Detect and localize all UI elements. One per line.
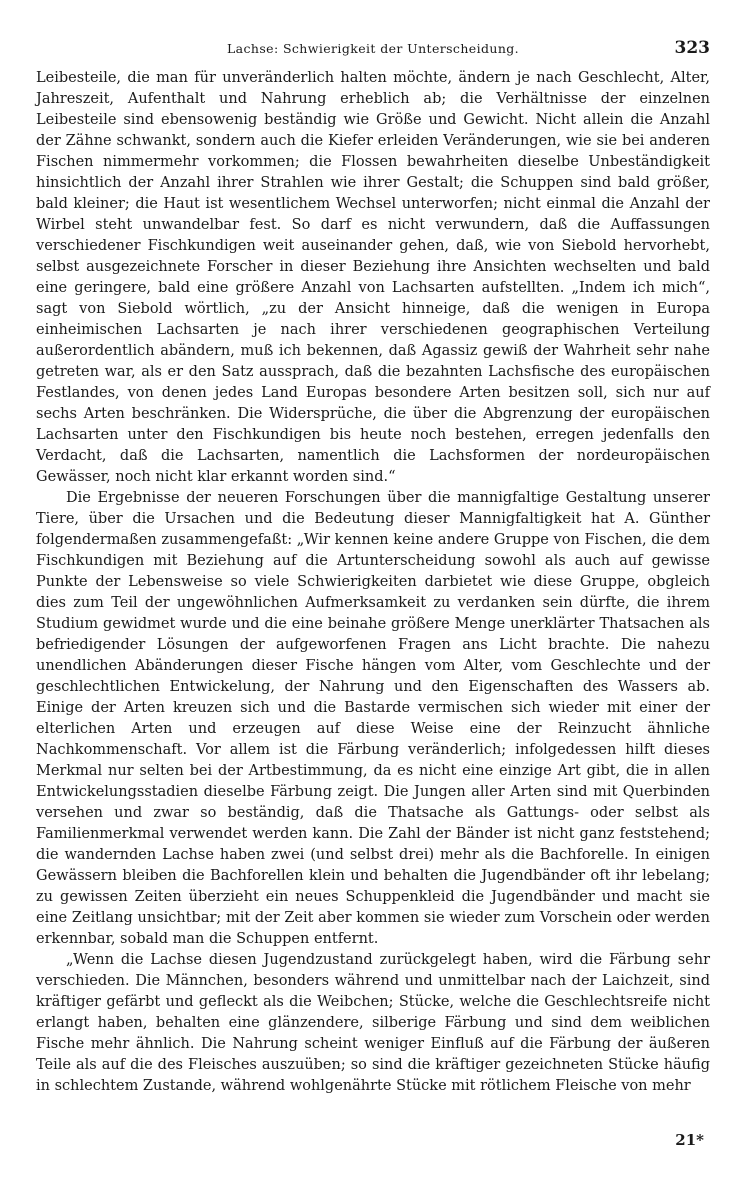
body-text xyxy=(36,68,710,1097)
paragraph-2: Die Ergebnisse der neueren Forschungen über die mannigfaltige Gestaltung unserer Tiere, über die Ursachen und die Bedeutung dieser Mannigfaltigkeit hat A. Günther folgendermaßen zusammengefaßt: „Wir kennen keine andere Gruppe von Fischen, die dem Fischkundigen mit Beziehung auf die Artunterscheidung sowohl als auch auf gewisse Punkte der Lebensweise so viele Schwierigkeiten darbietet wie diese Gruppe, obgleich dies zum Teil der ungewöhnlichen Aufmerksamkeit zu verdanken sein dürfte, die ihrem Studium gewidmet wurde und die eine beinahe größere Menge unerklärter Thatsachen als befriedigender Lösungen der aufgeworfenen Fragen ans Licht brachte. Die nahezu unendlichen Abänderungen dieser Fische hängen vom Alter, vom Geschlechte und der geschlechtlichen Entwickelung, der Nahrung und den Eigenschaften des Wassers ab. Einige der Arten kreuzen sich und die Bastarde vermischen sich wieder mit einer der elterlichen Arten und erzeugen auf diese Weise eine der Reinzucht ähnliche Nachkommenschaft. Vor allem ist die Färbung veränderlich; infolgedessen hilft dieses Merkmal nur selten bei der Artbestimmung, da es nicht eine einzige Art gibt, die in allen Entwickelungsstadien dieselbe Färbung zeigt. Die Jungen aller Arten sind mit Querbinden versehen und zwar so beständig, daß die Thatsache als Gattungs- oder selbst als Familienmerkmal verwendet werden kann. Die Zahl der Bänder ist nicht ganz feststehend; die wandernden Lachse haben zwei (und selbst drei) mehr als die Bachforelle. In einigen Gewässern bleiben die Bachforellen klein und behalten die Jugendbänder oft ihr lebelang; zu gewissen Zeiten überzieht ein neues Schuppenkleid die Jugendbänder und macht sie eine Zeitlang unsichtbar; mit der Zeit aber kommen sie wieder zum Vorschein oder werden erkennbar, sobald man die Schuppen entfernt. xyxy=(36,490,710,947)
running-head xyxy=(36,38,710,62)
paragraph-3: „Wenn die Lachse diesen Jugendzustand zurückgelegt haben, wird die Färbung sehr verschieden. Die Männchen, besonders während und unmittelbar nach der Laichzeit, sind kräftiger gefärbt und gefleckt als die Weibchen; Stücke, welche die Geschlechtsreife nicht erlangt haben, behalten eine glänzendere, silberige Färbung und sind dem weiblichen Fische mehr ähnlich. Die Nahrung scheint weniger Einfluß auf die Färbung der äußeren Teile als auf die des Fleisches auszuüben; so sind die kräftiger gezeichneten Stücke häufig in schlechtem Zustande, während wohlgenährte Stücke mit rötlichem Fleische von mehr xyxy=(36,952,710,1094)
paragraph-1: Leibesteile, die man für unveränderlich halten möchte, ändern je nach Geschlecht, Alter, Jahreszeit, Aufenthalt und Nahrung erheblich ab; die Verhältnisse der einzelnen Leibesteile sind ebensowenig beständig wie Größe und Gewicht. Nicht allein die Anzahl der Zähne schwankt, sondern auch die Kiefer erleiden Veränderungen, wie sie bei anderen Fischen nimmermehr vorkommen; die Flossen bewahrheiten dieselbe Unbeständigkeit hinsichtlich der Anzahl ihrer Strahlen wie ihrer Gestalt; die Schuppen sind bald größer, bald kleiner; die Haut ist wesentlichem Wechsel unterworfen; nicht einmal die Anzahl der Wirbel steht unwandelbar fest. So darf es nicht verwundern, daß die Auffassungen verschiedener Fischkundigen weit auseinander gehen, daß, wie von Siebold hervorhebt, selbst ausgezeichnete Forscher in dieser Beziehung ihre Ansichten wechselten und bald eine geringere, bald eine größere Anzahl von Lachsarten aufstellten. „Indem ich mich“, sagt von Siebold wörtlich, „zu der Ansicht hinneige, daß die wenigen in Europa einheimischen Lachsarten je nach ihrer verschiedenen geographischen Verteilung außerordentlich abändern, muß ich bekennen, daß Agassiz gewiß der Wahrheit sehr nahe getreten war, als er den Satz aussprach, daß die bezahnten Lachsfische des europäischen Festlandes, von denen jedes Land Europas besondere Arten besitzen soll, sich nur auf sechs Arten beschränken. Die Widersprüche, die über die Abgrenzung der europäischen Lachsarten unter den Fischkundigen bis heute noch bestehen, erregen jedenfalls den Verdacht, daß die Lachsarten, namentlich die Lachsformen der nordeuropäischen Gewässer, noch nicht klar erkannt worden sind.“ xyxy=(36,70,710,485)
page-number: 323 xyxy=(674,38,710,58)
printer-signature: 21* xyxy=(675,1131,704,1149)
running-title: Lachse: Schwierigkeit der Unterscheidung. xyxy=(226,41,520,56)
book-page xyxy=(36,38,710,1097)
